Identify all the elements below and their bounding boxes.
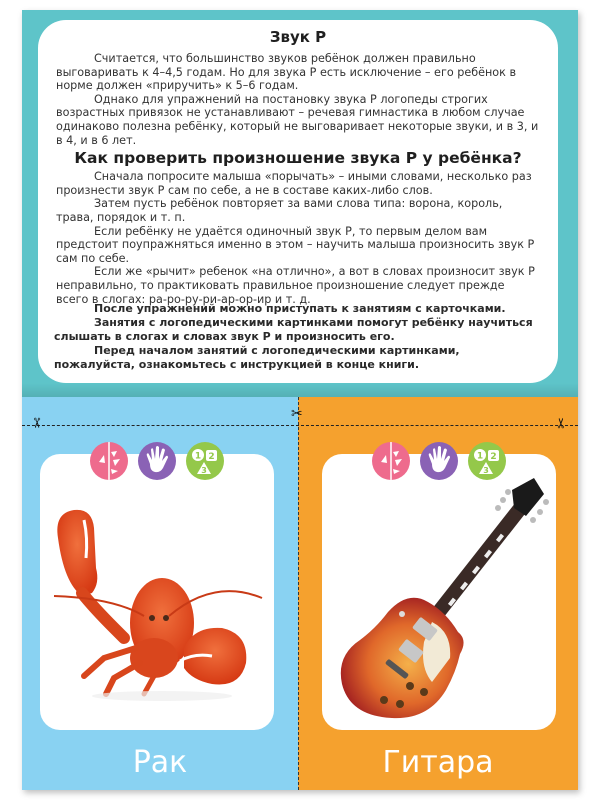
numbers-123-icon [186, 442, 224, 480]
bold-paragraph: Занятия с логопедическими картинками помогут ребёнку научиться слышать в слогах и словах звук Р и произносить его. [54, 316, 533, 343]
info-text-panel [38, 20, 558, 383]
info-body [56, 52, 540, 306]
card-word-rak: Рак [132, 745, 188, 780]
page-title: Звук Р [269, 28, 327, 46]
flashcard-rak[interactable] [40, 451, 274, 730]
scissors-icon: ✂ [553, 417, 570, 429]
card-word-gitara: Гитара [382, 745, 494, 780]
syllable-triangles-icon [90, 442, 128, 480]
paragraph: Если ребёнку не удаётся одиночный звук Р, то первым делом вам предстоит поупражняться именно в этом – научить малыша произносить звук Р сам по себе. [56, 224, 535, 265]
info-section-background [22, 10, 578, 397]
svg-text:2: 2 [208, 452, 215, 462]
svg-text:3: 3 [201, 466, 207, 475]
svg-text:1: 1 [476, 451, 484, 462]
bold-paragraph: Перед началом занятий с логопедическими картинками, пожалуйста, ознакомьтесь с инструкцией в конце книги. [54, 344, 460, 371]
svg-text:1: 1 [194, 451, 202, 462]
scissors-icon: ✂ [291, 406, 303, 422]
svg-text:3: 3 [483, 466, 489, 475]
cut-line-vertical [298, 397, 299, 790]
paragraph: Сначала попросите малыша «порычать» – иными словами, несколько раз произнести звук Р сам по себе, а не в составе каких-либо слов. [56, 170, 532, 197]
flashcard-gitara[interactable] [322, 451, 556, 730]
paragraph: Считается, что большинство звуков ребёнок должен правильно выговаривать к 4–4,5 годам. Но для звука Р есть исключение – его ребёнок в норме должен «приручить» к 5–6 годам. [56, 52, 517, 93]
book-page [22, 10, 578, 790]
lobster-illustration [44, 498, 270, 708]
bold-paragraph: После упражнений можно приступать к занятиям с карточками. [94, 302, 506, 315]
hand-icon [138, 442, 176, 480]
paragraph: Однако для упражнений на постановку звука Р логопеды строгих возрастных привязок не устанавливают – речевая гимнастика в любом случае одинаково полезна ребёнку, который не выговаривает некоторые звуки, и в 3, и в 4, и в 6 лет. [56, 92, 539, 147]
scissors-icon: ✂ [27, 417, 44, 429]
card-icons [40, 442, 274, 480]
electric-guitar-illustration [328, 472, 552, 728]
instructions-bold [54, 302, 540, 372]
section-subtitle: Как проверить произношение звука Р у ребёнка? [74, 149, 522, 168]
cut-line-horizontal [22, 425, 578, 426]
svg-text:2: 2 [490, 452, 497, 462]
paragraph: Затем пусть ребёнок повторяет за вами слова типа: ворона, король, трава, порядок и т. п. [56, 197, 503, 224]
paragraph: Если же «рычит» ребенок «на отлично», а вот в словах произносит звук Р неправильно, то практиковать правильное произношение следует прежде всего в слогах: ра-ро-ру-ри-ар-ор-ир и т. д. [56, 265, 535, 306]
